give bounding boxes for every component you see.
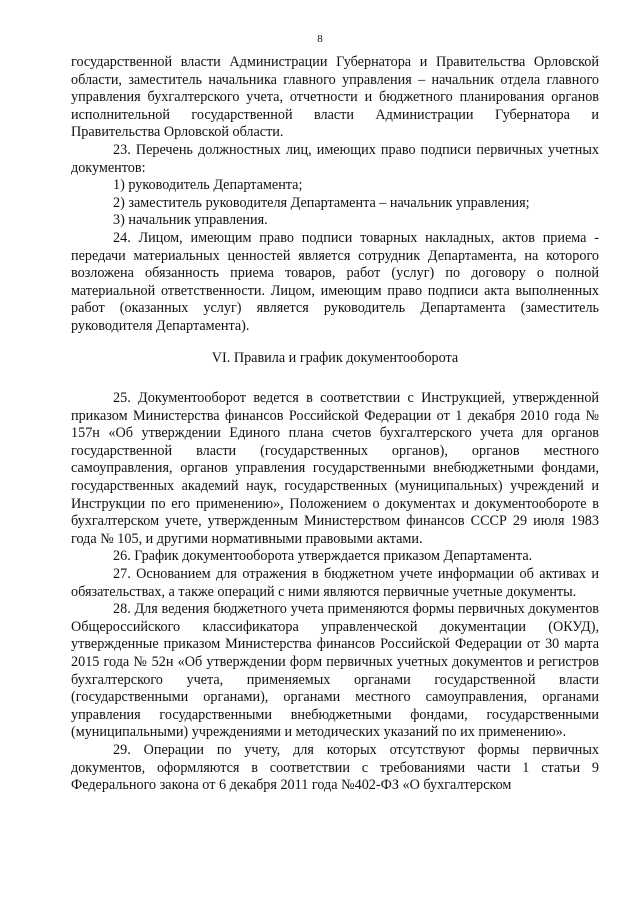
paragraph-29: 29. Операции по учету, для которых отсутствуют формы первичных документов, оформляются в соответствии с требованиями части 1 статьи 9 Федерального закона от 6 декабря 2011 года №402-ФЗ «О бухгалтерском — [71, 741, 599, 794]
list-item-1: 1) руководитель Департамента; — [113, 177, 303, 194]
paragraph-24: 24. Лицом, имеющим право подписи товарных накладных, актов приема - передачи материальных ценностей является сотрудник Департамента, на которого возложена обязанность приема товаров, работ (услуг) по договору о полной материальной ответственности. Лицом, имеющим право подписи акта выполненных работ (оказанных услуг) является руководитель Департамента (заместитель руководителя Департамента). — [71, 229, 599, 334]
page-number: 8 — [317, 33, 323, 45]
section-title: VI. Правила и график документооборота — [211, 349, 459, 366]
list-item-3: 3) начальник управления. — [113, 212, 268, 229]
paragraph-28: 28. Для ведения бюджетного учета применяются формы первичных документов Общероссийского классификатора управленческой документации (ОКУД), утвержденные приказом Министерства финансов Российской Федерации от 30 марта 2015 года № 52н «Об утверждении форм первичных учетных документов и регистров бухгалтерского учета, применяемых органами государственной власти (государственными органами), органами местного самоуправления, органами управления государственными внебюджетными фондами, государственными (муниципальными) учреждениями и методических указаний по их применению». — [71, 601, 599, 741]
paragraph-26: 26. График документооборота утверждается приказом Департамента. — [113, 548, 533, 565]
paragraph-25: 25. Документооборот ведется в соответствии с Инструкцией, утвержденной приказом Министерства финансов Российской Федерации от 1 декабря 2010 года № 157н «Об утверждении Единого плана счетов бухгалтерского учета для органов государственной власти (государственных органов), органов местного самоуправления, органов управления государственными внебюджетными фондами, государственных академий наук, государственных (муниципальных) учреждений и Инструкции по его применению», Положением о документах и документообороте в бухгалтерском учете, утвержденным Министерством финансов СССР 29 июля 1983 года № 105, и другими нормативными правовыми актами. — [71, 390, 599, 547]
paragraph-27: 27. Основанием для отражения в бюджетном учете информации об активах и обязательствах, а также операций с ними являются первичные учетные документы. — [71, 566, 599, 600]
document-body — [71, 54, 599, 795]
paragraph-continuation: государственной власти Администрации Губернатора и Правительства Орловской области, заместитель начальника главного управления – начальник отдела главного управления бухгалтерского учета, отчетности и бюджетного планирования органов исполнительной государственной власти Администрации Губернатора и Правительства Орловской области. — [71, 54, 599, 141]
list-item-2: 2) заместитель руководителя Департамента – начальник управления; — [113, 194, 530, 211]
paragraph-23: 23. Перечень должностных лиц, имеющих право подписи первичных учетных документов: — [71, 141, 599, 176]
